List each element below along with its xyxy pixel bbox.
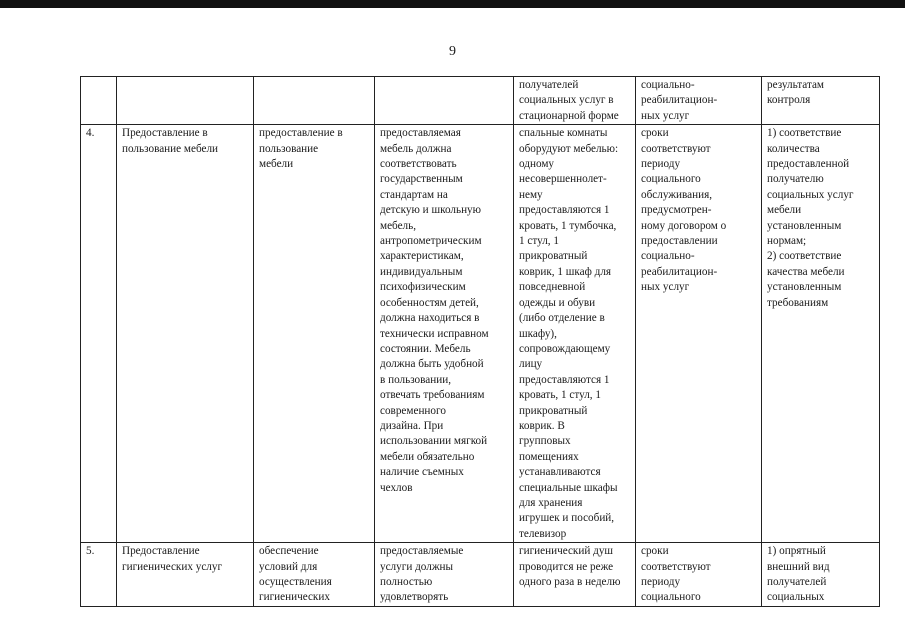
cell-service-terms: сроки соответствуют периоду социального обслуживания, предусмотрен- ному договором о предоставлении социально- реабилитацион- ных услуг — [636, 125, 762, 543]
cell-service-conditions: спальные комнаты оборудуют мебелью: одному несовершеннолет- нему предоставляются 1 кровать, 1 тумбочка, 1 стул, 1 прикроватный коврик, 1 шкаф для повседневной одежды и обуви (либо отделение в шкафу), сопровождающему лицу предоставляются 1 кровать, 1 стул, 1 прикроватный коврик. В групповых помещениях устанавливаются специальные шкафы для хранения игрушек и пособий, телевизор — [514, 125, 636, 543]
cell-service-description — [375, 77, 514, 125]
cell-service-terms: сроки соответствуют периоду социального — [636, 543, 762, 607]
cell-service-name: Предоставление в пользование мебели — [117, 125, 254, 543]
cell-service-conditions: получателей социальных услуг в стационарной форме — [514, 77, 636, 125]
page-top-border — [0, 0, 905, 8]
cell-service-content: обеспечение условий для осуществления гигиенических — [254, 543, 375, 607]
table-row-continuation — [81, 77, 880, 125]
cell-service-name: Предоставление гигиенических услуг — [117, 543, 254, 607]
table-row-5 — [81, 543, 880, 607]
cell-number: 4. — [81, 125, 117, 543]
cell-service-results: результатам контроля — [762, 77, 880, 125]
cell-service-content: предоставление в пользование мебели — [254, 125, 375, 543]
services-table — [80, 76, 880, 607]
cell-number: 5. — [81, 543, 117, 607]
table-row-4 — [81, 125, 880, 543]
cell-service-terms: социально- реабилитацион- ных услуг — [636, 77, 762, 125]
cell-service-content — [254, 77, 375, 125]
cell-service-conditions: гигиенический душ проводится не реже одного раза в неделю — [514, 543, 636, 607]
cell-service-name — [117, 77, 254, 125]
cell-service-description: предоставляемые услуги должны полностью удовлетворять — [375, 543, 514, 607]
cell-number — [81, 77, 117, 125]
cell-service-description: предоставляемая мебель должна соответствовать государственным стандартам на детскую и школьную мебель, антропометрическим характеристикам, индивидуальным психофизическим особенностям детей, должна находиться в технически исправном состоянии. Мебель должна быть удобной в пользовании, отвечать требованиям современного дизайна. При использовании мягкой мебели обязательно наличие съемных чехлов — [375, 125, 514, 543]
page-number: 9 — [449, 44, 456, 59]
cell-service-results: 1) опрятный внешний вид получателей социальных — [762, 543, 880, 607]
cell-service-results: 1) соответствие количества предоставленной получателю социальных услуг мебели установленным нормам; 2) соответствие качества мебели установленным требованиям — [762, 125, 880, 543]
